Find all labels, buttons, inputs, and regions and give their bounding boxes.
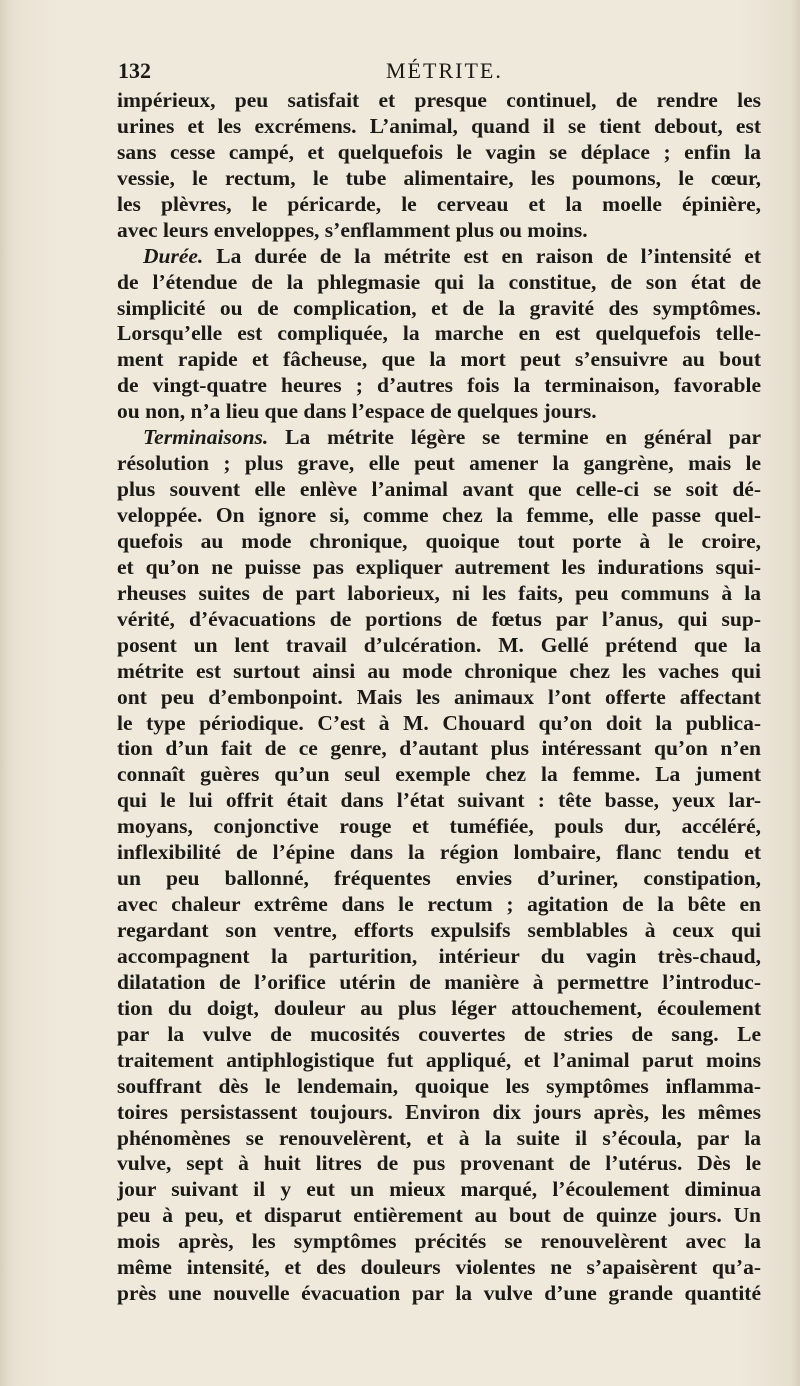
text-line: plus souvent elle enlève l’animal avant que celle-ci se soit dé-: [117, 477, 761, 502]
text-line: inflexibilité de l’épine dans la région lombaire, flanc tendu et: [117, 840, 761, 865]
text-line: vérité, d’évacuations de portions de fœtus par l’anus, qui sup-: [117, 606, 761, 631]
text-line: le type périodique. C’est à M. Chouard qu’on doit la publica-: [117, 710, 761, 735]
text-line: près une nouvelle évacuation par la vulve d’une grande quantité: [117, 1281, 761, 1306]
text-line: tion d’un fait de ce genre, d’autant plus intéressant qu’on n’en: [117, 736, 761, 761]
paragraph-terminaisons-start: Terminaisons. La métrite légère se termine en général par: [143, 425, 761, 450]
text-line: peu à peu, et disparut entièrement au bout de quinze jours. Un: [117, 1203, 761, 1228]
text-line: et qu’on ne puisse pas expliquer autrement les indurations squi-: [117, 554, 761, 579]
text-line: sans cesse campé, et quelquefois le vagin se déplace ; enfin la: [117, 139, 761, 164]
text-line: de vingt-quatre heures ; d’autres fois la terminaison, favorable: [117, 373, 761, 398]
text-line: tion du doigt, douleur au plus léger attouchement, écoulement: [117, 995, 761, 1020]
text-line: impérieux, peu satisfait et presque continuel, de rendre les: [117, 88, 761, 112]
text-line: regardant son ventre, efforts expulsifs semblables à ceux qui: [117, 918, 761, 942]
text-line: urines et les excrémens. L’animal, quand il se tient debout, est: [117, 113, 761, 138]
text-line: Lorsqu’elle est compliquée, la marche en est quelquefois telle-: [117, 321, 761, 346]
text-line: ont peu d’embonpoint. Mais les animaux l’ont offerte affectant: [117, 684, 761, 709]
page-header: [118, 56, 758, 86]
text-line: un peu ballonné, fréquentes envies d’uriner, constipation,: [117, 866, 761, 891]
body-text: [117, 88, 761, 1307]
text-line: de l’étendue de la phlegmasie qui la constitue, de son état de: [117, 269, 761, 294]
paragraph-duree-start: Durée. La durée de la métrite est en raison de l’intensité et: [143, 243, 761, 268]
text-line: avec chaleur extrême dans le rectum ; agitation de la bête en: [117, 892, 761, 917]
text-line: posent un lent travail d’ulcération. M. Gellé prétend que la: [117, 632, 761, 657]
text-line: souffrant dès le lendemain, quoique les symptômes inflamma-: [117, 1073, 761, 1098]
text-line: connaît guères qu’un seul exemple chez la femme. La jument: [117, 762, 761, 787]
text-line: les plèvres, le péricarde, le cerveau et la moelle épinière,: [117, 191, 761, 216]
text-line: phénomènes se renouvelèrent, et à la suite il s’écoula, par la: [117, 1125, 761, 1150]
text-line: quefois au mode chronique, quoique tout porte à le croire,: [117, 528, 761, 553]
text-line: jour suivant il y eut un mieux marqué, l’écoulement diminua: [117, 1177, 761, 1202]
text-line: même intensité, et des douleurs violentes ne s’apaisèrent qu’a-: [117, 1255, 761, 1280]
text-line: veloppée. On ignore si, comme chez la femme, elle passe quel-: [117, 503, 761, 527]
text-line: moyans, conjonctive rouge et tuméfiée, pouls dur, accéléré,: [117, 814, 761, 839]
text-line: simplicité ou de complication, et de la gravité des symptômes.: [117, 295, 761, 320]
text-line: avec leurs enveloppes, s’enflamment plus ou moins.: [117, 217, 588, 242]
section-heading: Durée.: [143, 243, 204, 268]
text-line: par la vulve de mucosités couvertes de stries de sang. Le: [117, 1021, 761, 1046]
text-line: métrite est surtout ainsi au mode chronique chez les vaches qui: [117, 658, 761, 683]
text-line: résolution ; plus grave, elle peut amener la gangrène, mais le: [117, 451, 761, 476]
text-line: vessie, le rectum, le tube alimentaire, les poumons, le cœur,: [117, 165, 761, 190]
text-line: qui le lui offrit était dans l’état suivant : tête basse, yeux lar-: [117, 788, 761, 813]
page-number: 132: [118, 58, 151, 83]
text-line: rheuses suites de part laborieux, ni les faits, peu communs à la: [117, 580, 761, 605]
text-line: ment rapide et fâcheuse, que la mort peut s’ensuivre au bout: [117, 347, 761, 372]
running-title: MÉTRITE.: [386, 58, 503, 83]
text-line: ou non, n’a lieu que dans l’espace de quelques jours.: [117, 399, 597, 424]
section-heading: Terminaisons.: [143, 425, 269, 450]
text-line: mois après, les symptômes précités se renouvelèrent avec la: [117, 1229, 761, 1254]
text-line: traitement antiphlogistique fut appliqué, et l’animal parut moins: [117, 1047, 761, 1072]
text-line: dilatation de l’orifice utérin de manière à permettre l’introduc-: [117, 969, 761, 994]
text-line: accompagnent la parturition, intérieur du vagin très-chaud,: [117, 943, 761, 968]
text-line: toires persistassent toujours. Environ dix jours après, les mêmes: [117, 1099, 761, 1124]
text-line: vulve, sept à huit litres de pus provenant de l’utérus. Dès le: [117, 1151, 761, 1176]
